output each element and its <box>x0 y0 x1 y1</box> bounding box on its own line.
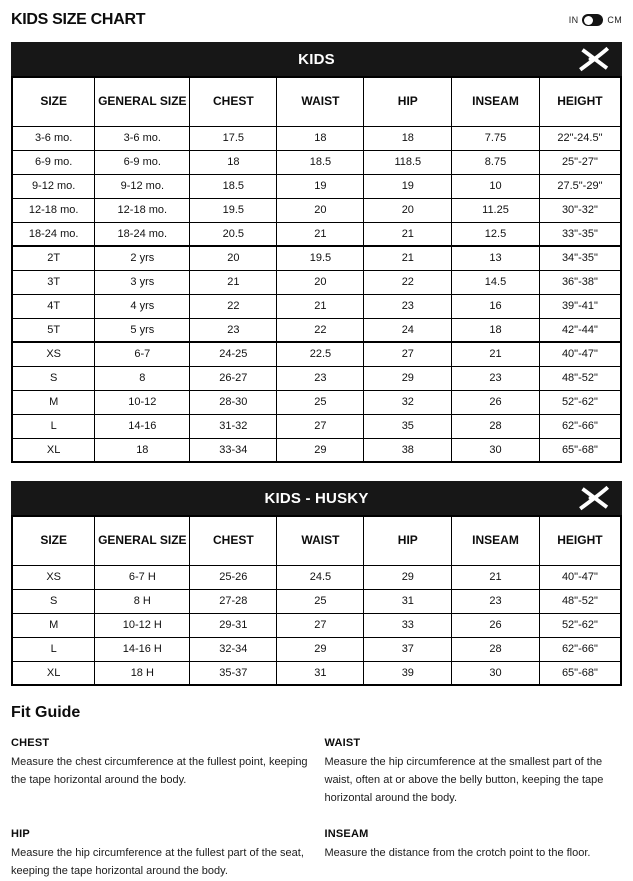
table-cell: 21 <box>452 565 540 589</box>
table-cell: XL <box>12 438 95 462</box>
table-cell: S <box>12 589 95 613</box>
table-cell: 25 <box>277 390 364 414</box>
table-cell: 8.75 <box>452 150 540 174</box>
table-cell: 38 <box>364 438 452 462</box>
table-cell: 29 <box>364 565 452 589</box>
table-cell: 118.5 <box>364 150 452 174</box>
table-cell: 22 <box>364 270 452 294</box>
fit-guide-section-label: WAIST <box>324 737 361 749</box>
table-cell: 6-7 H <box>95 565 190 589</box>
table-title: KIDS - HUSKY <box>264 489 369 507</box>
table-cell: 21 <box>190 270 277 294</box>
table-cell: 22"-24.5" <box>539 126 621 150</box>
table-cell: 12.5 <box>452 222 540 246</box>
table-cell: 24.5 <box>277 565 364 589</box>
table-cell: M <box>12 613 95 637</box>
table-cell: 3T <box>12 270 95 294</box>
table-cell: 8 <box>95 366 190 390</box>
table-row <box>12 270 621 294</box>
column-header: HEIGHT <box>539 516 621 565</box>
table-cell: 6-7 <box>95 342 190 366</box>
fit-guide-section <box>11 828 309 881</box>
table-cell: 7.75 <box>452 126 540 150</box>
table-row <box>12 366 621 390</box>
table-cell: 29 <box>277 637 364 661</box>
table-cell: 10-12 <box>95 390 190 414</box>
table-cell: 35-37 <box>190 661 277 685</box>
size-table-kids <box>11 42 622 463</box>
size-table <box>11 76 622 463</box>
table-cell: 52"-62" <box>539 613 621 637</box>
table-cell: 28 <box>452 414 540 438</box>
table-cell: 24 <box>364 318 452 342</box>
table-cell: 28 <box>452 637 540 661</box>
table-cell: L <box>12 637 95 661</box>
table-row <box>12 294 621 318</box>
table-cell: 42"-44" <box>539 318 621 342</box>
table-cell: 18-24 mo. <box>95 222 190 246</box>
table-cell: 37 <box>364 637 452 661</box>
table-row <box>12 438 621 462</box>
table-cell: 27 <box>277 613 364 637</box>
table-cell: 65"-68" <box>539 438 621 462</box>
unit-label-cm: CM <box>607 15 622 25</box>
table-cell: 9-12 mo. <box>12 174 95 198</box>
column-header: INSEAM <box>452 516 540 565</box>
table-cell: 9-12 mo. <box>95 174 190 198</box>
column-header: SIZE <box>12 516 95 565</box>
table-cell: 18 <box>190 150 277 174</box>
table-cell: XS <box>12 565 95 589</box>
column-header: WAIST <box>277 77 364 126</box>
brand-logo-icon <box>577 485 611 511</box>
fit-guide-section-text: Measure the hip circumference at the fullest part of the seat, keeping the tape horizontal around the body. <box>11 847 304 878</box>
table-cell: 18.5 <box>277 150 364 174</box>
table-cell: 48"-52" <box>539 589 621 613</box>
table-cell: 14-16 <box>95 414 190 438</box>
fit-guide-section-text: Measure the hip circumference at the smallest part of the waist, often at or above the belly button, keeping the tape horizontal around the body. <box>324 756 604 804</box>
table-cell: 25"-27" <box>539 150 621 174</box>
table-cell: 29 <box>364 366 452 390</box>
fit-guide-title: Fit Guide <box>11 704 81 721</box>
table-cell: 32 <box>364 390 452 414</box>
table-cell: 18 H <box>95 661 190 685</box>
fit-guide <box>11 704 622 881</box>
table-cell: 26-27 <box>190 366 277 390</box>
table-cell: 20 <box>364 198 452 222</box>
table-cell: 30 <box>452 438 540 462</box>
table-cell: 10 <box>452 174 540 198</box>
table-cell: 19 <box>364 174 452 198</box>
table-row <box>12 150 621 174</box>
column-header: GENERAL SIZE <box>95 516 190 565</box>
column-header: CHEST <box>190 516 277 565</box>
table-cell: 20 <box>277 270 364 294</box>
size-table-kids-husky <box>11 481 622 686</box>
table-cell: 18 <box>364 126 452 150</box>
fit-guide-section-text: Measure the distance from the crotch point to the floor. <box>324 847 591 860</box>
table-title-bar <box>11 481 622 515</box>
fit-guide-section <box>325 737 623 807</box>
table-cell: 8 H <box>95 589 190 613</box>
table-cell: 33"-35" <box>539 222 621 246</box>
table-cell: 20 <box>190 246 277 270</box>
table-cell: 34"-35" <box>539 246 621 270</box>
table-cell: 2T <box>12 246 95 270</box>
table-cell: 26 <box>452 390 540 414</box>
column-header: SIZE <box>12 77 95 126</box>
table-cell: 2 yrs <box>95 246 190 270</box>
table-cell: 29 <box>277 438 364 462</box>
table-cell: 3-6 mo. <box>95 126 190 150</box>
table-row <box>12 589 621 613</box>
unit-toggle <box>569 14 622 26</box>
table-cell: 23 <box>452 366 540 390</box>
column-header: INSEAM <box>452 77 540 126</box>
table-cell: 18 <box>277 126 364 150</box>
table-cell: 3 yrs <box>95 270 190 294</box>
table-cell: 52"-62" <box>539 390 621 414</box>
table-cell: 39 <box>364 661 452 685</box>
table-cell: 14-16 H <box>95 637 190 661</box>
size-table <box>11 515 622 686</box>
table-title: KIDS <box>298 50 335 68</box>
unit-toggle-switch[interactable] <box>582 14 603 26</box>
table-title-bar <box>11 42 622 76</box>
table-cell: 65"-68" <box>539 661 621 685</box>
table-cell: 25-26 <box>190 565 277 589</box>
table-cell: 21 <box>277 294 364 318</box>
table-cell: 48"-52" <box>539 366 621 390</box>
table-cell: 31 <box>277 661 364 685</box>
table-cell: 26 <box>452 613 540 637</box>
table-cell: 21 <box>364 246 452 270</box>
table-cell: 14.5 <box>452 270 540 294</box>
table-cell: 5 yrs <box>95 318 190 342</box>
table-row <box>12 246 621 270</box>
table-cell: 22 <box>190 294 277 318</box>
table-cell: 23 <box>190 318 277 342</box>
page-title: KIDS SIZE CHART <box>11 11 146 28</box>
table-cell: 12-18 mo. <box>95 198 190 222</box>
table-cell: 18-24 mo. <box>12 222 95 246</box>
table-cell: 33-34 <box>190 438 277 462</box>
table-cell: 23 <box>452 589 540 613</box>
table-cell: 25 <box>277 589 364 613</box>
column-header: HIP <box>364 516 452 565</box>
table-cell: 18.5 <box>190 174 277 198</box>
table-cell: XL <box>12 661 95 685</box>
fit-guide-section <box>11 737 309 807</box>
table-row <box>12 565 621 589</box>
fit-guide-section-label: CHEST <box>11 737 50 749</box>
table-cell: 27 <box>277 414 364 438</box>
brand-logo-icon <box>577 46 611 72</box>
table-cell: 28-30 <box>190 390 277 414</box>
table-row <box>12 174 621 198</box>
table-cell: 21 <box>277 222 364 246</box>
table-cell: 31-32 <box>190 414 277 438</box>
table-row <box>12 342 621 366</box>
fit-guide-grid <box>11 737 622 881</box>
table-row <box>12 126 621 150</box>
column-header-row <box>12 516 621 565</box>
table-cell: 19.5 <box>190 198 277 222</box>
table-cell: 4 yrs <box>95 294 190 318</box>
page-header <box>11 6 622 34</box>
table-cell: 13 <box>452 246 540 270</box>
table-cell: 5T <box>12 318 95 342</box>
table-cell: 39"-41" <box>539 294 621 318</box>
table-cell: 62"-66" <box>539 637 621 661</box>
table-cell: 23 <box>277 366 364 390</box>
unit-label-in: IN <box>568 15 579 25</box>
table-row <box>12 414 621 438</box>
table-cell: 16 <box>452 294 540 318</box>
table-cell: 10-12 H <box>95 613 190 637</box>
table-cell: 22.5 <box>277 342 364 366</box>
fit-guide-section-label: INSEAM <box>324 828 369 841</box>
table-row <box>12 613 621 637</box>
table-cell: 30"-32" <box>539 198 621 222</box>
column-header: GENERAL SIZE <box>95 77 190 126</box>
table-cell: 21 <box>452 342 540 366</box>
column-header: WAIST <box>277 516 364 565</box>
table-row <box>12 318 621 342</box>
table-row <box>12 222 621 246</box>
table-cell: 12-18 mo. <box>12 198 95 222</box>
table-row <box>12 198 621 222</box>
fit-guide-section-label: HIP <box>11 828 30 841</box>
table-cell: 19.5 <box>277 246 364 270</box>
table-cell: 18 <box>95 438 190 462</box>
table-row <box>12 661 621 685</box>
table-cell: 24-25 <box>190 342 277 366</box>
table-cell: XS <box>12 342 95 366</box>
unit-toggle-knob <box>584 16 593 25</box>
table-cell: 27 <box>364 342 452 366</box>
table-cell: 40"-47" <box>539 565 621 589</box>
fit-guide-section <box>325 828 623 881</box>
table-cell: 17.5 <box>190 126 277 150</box>
table-cell: 62"-66" <box>539 414 621 438</box>
table-cell: 6-9 mo. <box>95 150 190 174</box>
column-header: HIP <box>364 77 452 126</box>
table-row <box>12 637 621 661</box>
column-header-row <box>12 77 621 126</box>
table-cell: 22 <box>277 318 364 342</box>
table-cell: 35 <box>364 414 452 438</box>
table-cell: 36"-38" <box>539 270 621 294</box>
table-cell: 32-34 <box>190 637 277 661</box>
table-cell: M <box>12 390 95 414</box>
table-row <box>12 390 621 414</box>
table-cell: 19 <box>277 174 364 198</box>
table-cell: 27.5"-29" <box>539 174 621 198</box>
table-cell: 3-6 mo. <box>12 126 95 150</box>
table-cell: 29-31 <box>190 613 277 637</box>
table-cell: S <box>12 366 95 390</box>
table-cell: 6-9 mo. <box>12 150 95 174</box>
table-cell: 33 <box>364 613 452 637</box>
column-header: HEIGHT <box>539 77 621 126</box>
table-cell: 40"-47" <box>539 342 621 366</box>
table-cell: 31 <box>364 589 452 613</box>
table-cell: 11.25 <box>452 198 540 222</box>
table-cell: 23 <box>364 294 452 318</box>
table-cell: 20.5 <box>190 222 277 246</box>
table-cell: 27-28 <box>190 589 277 613</box>
column-header: CHEST <box>190 77 277 126</box>
table-cell: 21 <box>364 222 452 246</box>
table-cell: 4T <box>12 294 95 318</box>
table-cell: 18 <box>452 318 540 342</box>
fit-guide-section-text: Measure the chest circumference at the fullest point, keeping the tape horizontal around the body. <box>11 756 308 786</box>
table-cell: L <box>12 414 95 438</box>
table-cell: 20 <box>277 198 364 222</box>
table-cell: 30 <box>452 661 540 685</box>
